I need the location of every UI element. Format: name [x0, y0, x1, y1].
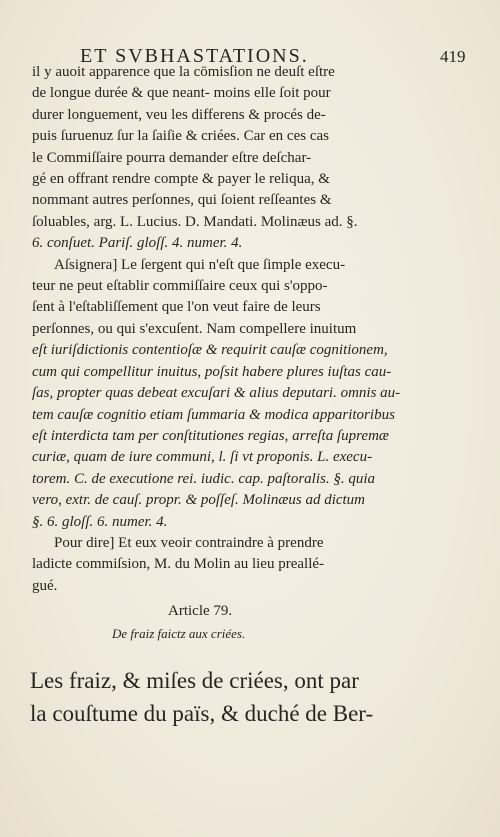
- text-line: tem cauſæ cognitio etiam ſummaria & modica apparitoribus: [32, 406, 395, 423]
- article-text-block: [30, 664, 480, 730]
- main-text-block: [32, 62, 476, 597]
- text-line: vero, extr. de cauſ. propr. & poſſeſ. Molinæus ad dictum: [32, 492, 366, 509]
- text-line: eſt iuriſdictionis contentioſæ & requirit cauſæ cognitionem,: [32, 342, 388, 359]
- text-line: il y auoit apparence que la cōmisſion ne deuſt eſtre: [32, 64, 335, 80]
- text-line: eſt interdicta tam per conſtitutiones regias, arreſta ſupremæ: [32, 427, 389, 444]
- running-head: ET SVBHASTATIONS.: [80, 45, 309, 67]
- text-line: le Commiſſaire pourra demander eſtre deſchar-: [32, 149, 312, 166]
- text-line: ladicte commiſsion, M. du Molin au lieu preallé-: [32, 556, 325, 573]
- text-line: Les fraiz, & miſes de criées, ont par: [30, 668, 359, 693]
- page-number: 419: [440, 47, 466, 66]
- article-heading: Article 79.: [168, 603, 233, 619]
- text-line: §. 6. gloſſ. 6. numer. 4.: [32, 513, 168, 530]
- text-line: Pour dire] Et eux veoir contraindre à prendre: [54, 534, 324, 551]
- text-line: cum qui compellitur inuitus, poſsit habere plures iuſtas cau-: [32, 363, 392, 380]
- text-line: 6. conſuet. Pariſ. gloſſ. 4. numer. 4.: [32, 235, 243, 252]
- text-line: ſent à l'eſtabliſſement que l'on veut faire de leurs: [32, 299, 321, 316]
- text-line: gué.: [32, 577, 58, 594]
- text-line: perſonnes, ou qui s'excuſent. Nam compellere inuitum: [32, 320, 357, 337]
- text-line: curiæ, quam de iure communi, l. ſi vt proponis. L. execu-: [32, 449, 373, 466]
- article-subheading: De fraiz faictz aux criées.: [112, 626, 246, 641]
- text-line: nommant autres perſonnes, qui ſoient reſſeantes &: [32, 192, 332, 209]
- text-line: de longue durée & que neant- moins elle ſoit pour: [32, 85, 331, 102]
- text-line: puis ſuruenuz ſur la ſaiſie & criées. Car en ces cas: [32, 128, 329, 145]
- text-line: durer longuement, veu les differens & procés de-: [32, 106, 326, 123]
- text-line: teur ne peut eſtablir commiſſaire ceux qui s'oppo-: [32, 278, 328, 295]
- text-line: torem. C. de executione rei. iudic. cap. paſtoralis. §. quia: [32, 470, 375, 487]
- text-line: ſoluables, arg. L. Lucius. D. Mandati. Molinæus ad. §.: [32, 213, 358, 230]
- text-line: la couſtume du païs, & duché de Ber-: [30, 701, 374, 726]
- text-line: Aſsignera] Le ſergent qui n'eſt que ſimple execu-: [54, 256, 346, 273]
- text-line: ſas, propter quas debeat excuſari & alius deputari. omnis au-: [32, 385, 401, 402]
- text-line: gé en offrant rendre compte & payer le reliqua, &: [32, 171, 330, 188]
